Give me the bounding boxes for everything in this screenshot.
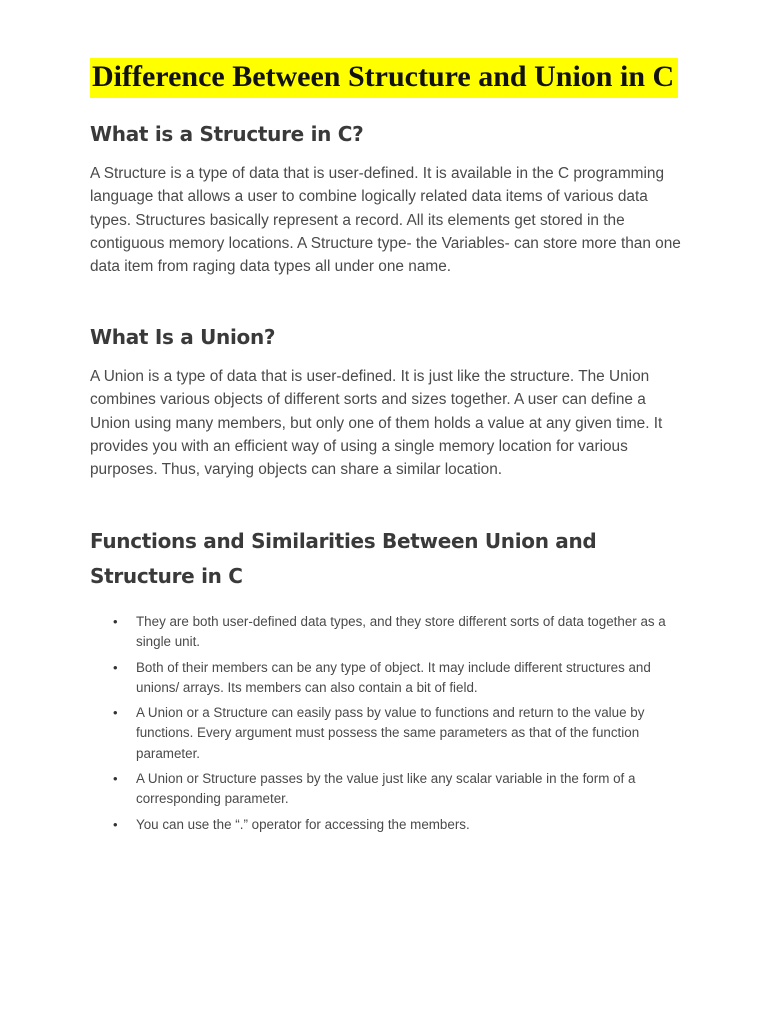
list-item-text: Both of their members can be any type of object. It may include different structures and unions/ arrays. Its members can also contain a bit of field. (136, 659, 651, 695)
heading-what-is-union: What Is a Union? (90, 325, 276, 349)
list-item-text: A Union or Structure passes by the value just like any scalar variable in the form of a corresponding parameter. (136, 771, 636, 807)
document-title: Difference Between Structure and Union in C (90, 58, 678, 98)
bullet-icon: • (113, 771, 118, 787)
heading-what-is-structure: What is a Structure in C? (90, 122, 364, 146)
paragraph-structure: A Structure is a type of data that is user-defined. It is available in the C programming language that allows a user to combine logically related data items of various data types. Structures basically represent a record. All its elements get stored in the contiguous memory locations. A Structure type- the Variables- can store more than one data item from raging data types all under one name. (90, 165, 681, 276)
list-item-text: You can use the “.” operator for accessing the members. (136, 816, 470, 832)
bullet-icon: • (113, 614, 118, 629)
list-item (90, 769, 690, 810)
list-item-text: A Union or a Structure can easily pass by value to functions and return to the value by functions. Every argument must possess the same parameters as that of the function parameter. (136, 705, 645, 761)
bullet-icon: • (113, 705, 118, 721)
heading-functions-similarities: Functions and Similarities Between Union and Structure in C (90, 529, 597, 588)
list-item (90, 658, 690, 699)
list-item (90, 612, 690, 653)
bullet-icon: • (113, 816, 118, 832)
list-item (90, 703, 690, 764)
list-item (90, 815, 690, 835)
paragraph-union: A Union is a type of data that is user-defined. It is just like the structure. The Union combines various objects of different sorts and sizes together. A user can define a Union using many members, but only one of them holds a value at any given time. It provides you with an efficient way of using a single memory location for various purposes. Thus, varying objects can share a similar location. (90, 368, 663, 479)
bullet-icon: • (113, 659, 118, 675)
list-item-text: They are both user-defined data types, and they store different sorts of data together as a single unit. (136, 614, 666, 650)
similarities-list (90, 612, 690, 840)
